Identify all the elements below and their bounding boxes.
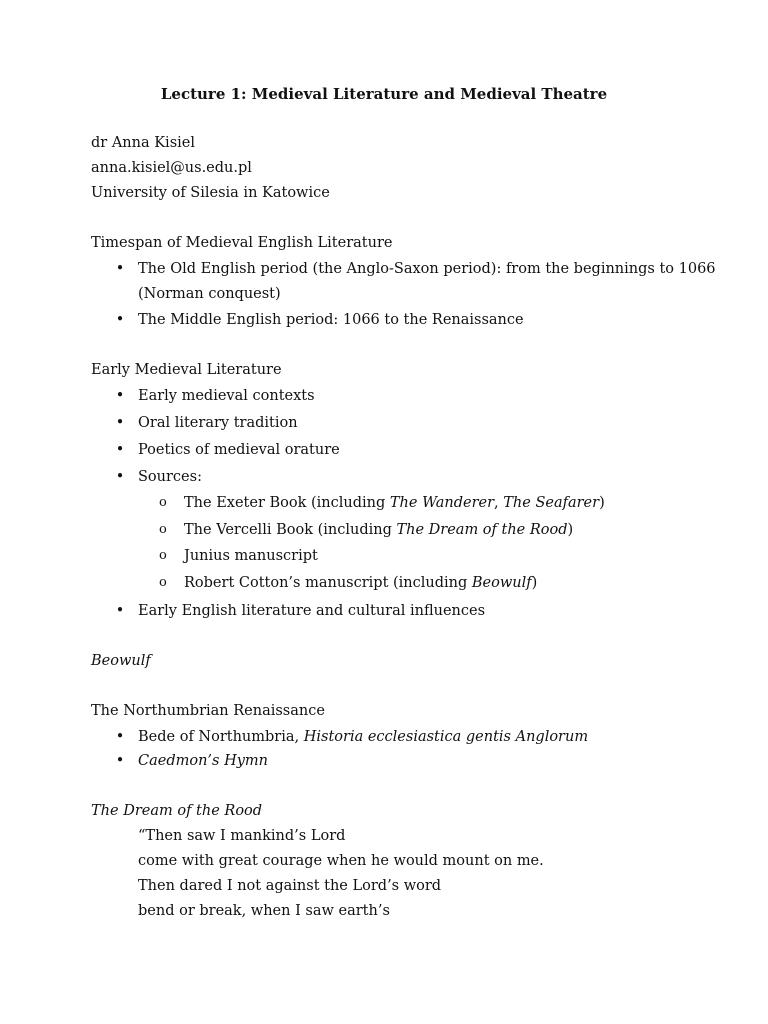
list-item-text: Poetics of medieval orature: [138, 442, 340, 458]
beowulf-heading: Beowulf: [91, 653, 151, 669]
circle-bullet-icon: o: [159, 575, 167, 590]
bullet-icon: •: [115, 388, 125, 404]
bullet-icon: •: [115, 442, 125, 458]
sub-list-item-text: The Vercelli Book (including The Dream of the Rood): [184, 522, 574, 538]
timespan-heading: Timespan of Medieval English Literature: [91, 235, 393, 251]
list-item-text: The Old English period (the Anglo-Saxon period): from the beginnings to 1066: [138, 261, 716, 277]
bullet-icon: •: [115, 753, 125, 769]
sub-list-item-text: Robert Cotton’s manuscript (including Beowulf): [184, 575, 538, 591]
early-heading: Early Medieval Literature: [91, 362, 282, 378]
lecture-title: Lecture 1: Medieval Literature and Medieval Theatre: [160, 85, 608, 103]
list-item-text: Caedmon’s Hymn: [138, 753, 269, 769]
author-name: dr Anna Kisiel: [91, 135, 195, 151]
circle-bullet-icon: o: [159, 522, 167, 537]
verse-line: “Then saw I mankind’s Lord: [138, 828, 346, 844]
author-affiliation: University of Silesia in Katowice: [91, 185, 330, 201]
list-item-text: Oral literary tradition: [138, 415, 298, 431]
sub-list-item-text: The Exeter Book (including The Wanderer, The Seafarer): [184, 495, 605, 511]
verse-line: come with great courage when he would mount on me.: [138, 853, 544, 869]
list-item-text: Early English literature and cultural influences: [138, 603, 486, 619]
bullet-icon: •: [115, 261, 125, 277]
bullet-icon: •: [115, 415, 125, 431]
list-item-text: Early medieval contexts: [138, 388, 315, 404]
list-item-text: Sources:: [138, 469, 202, 485]
bullet-icon: •: [115, 729, 125, 745]
bullet-icon: •: [115, 312, 125, 328]
sub-list-item-text: Junius manuscript: [184, 548, 318, 564]
circle-bullet-icon: o: [159, 495, 167, 510]
verse-line: bend or break, when I saw earth’s: [138, 903, 390, 919]
rood-heading: The Dream of the Rood: [91, 803, 263, 819]
circle-bullet-icon: o: [159, 548, 167, 563]
list-item-text: The Middle English period: 1066 to the Renaissance: [138, 312, 524, 328]
bullet-icon: •: [115, 469, 125, 485]
verse-line: Then dared I not against the Lord’s word: [138, 878, 442, 894]
author-email: anna.kisiel@us.edu.pl: [91, 160, 252, 176]
northumbrian-heading: The Northumbrian Renaissance: [91, 703, 325, 719]
list-item-continuation: (Norman conquest): [138, 286, 281, 302]
list-item-text: Bede of Northumbria, Historia ecclesiastica gentis Anglorum: [138, 729, 589, 745]
bullet-icon: •: [115, 603, 125, 619]
